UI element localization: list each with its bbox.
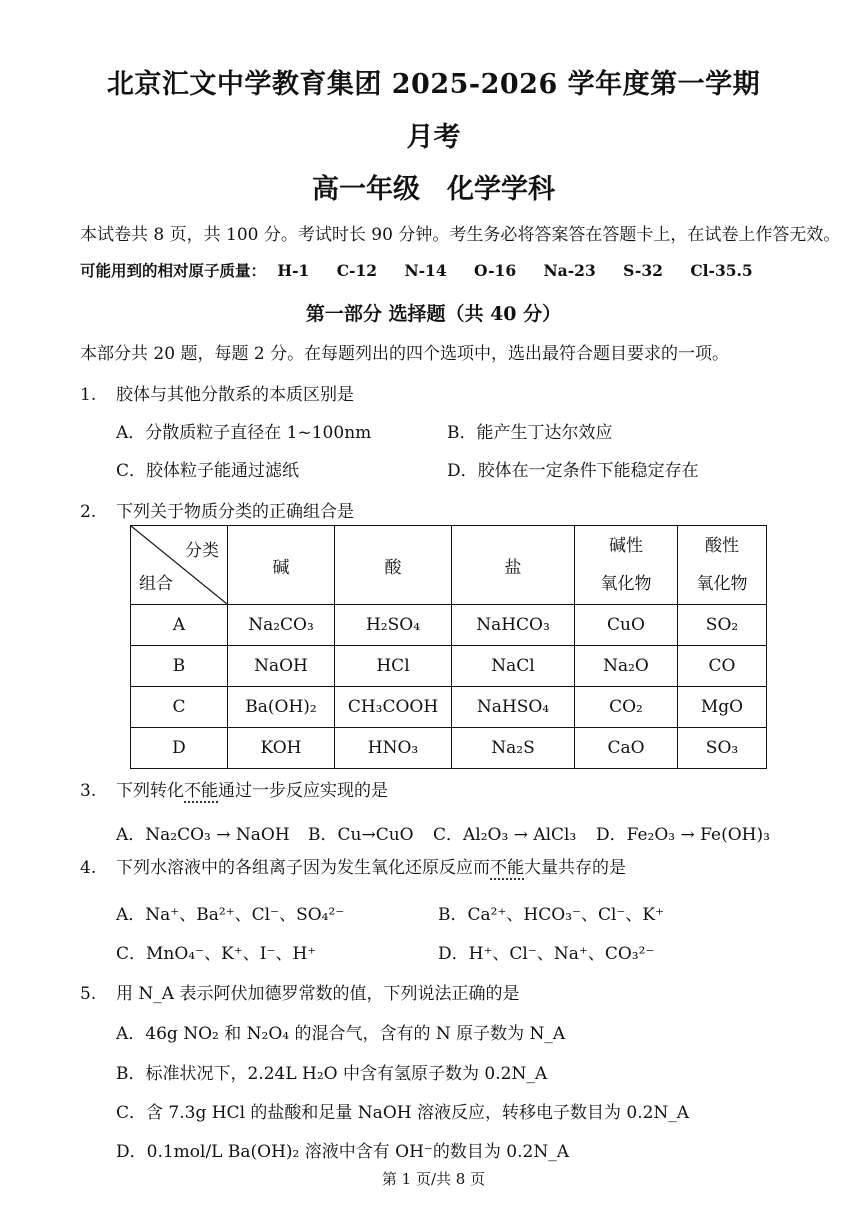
q4-option-b: B．Ca²⁺、HCO₃⁻、Cl⁻、K⁺ — [438, 905, 665, 925]
atomic-mass-item: H-1 — [277, 261, 310, 280]
q4-option-c: C．MnO₄⁻、K⁺、I⁻、H⁺ — [116, 944, 317, 964]
cell-salt: Na₂S — [452, 728, 575, 769]
q1-option-d: D．胶体在一定条件下能稳定存在 — [447, 461, 699, 481]
exam-title: 北京汇文中学教育集团 2025-2026 学年度第一学期 — [106, 69, 761, 100]
q1-option-a: A．分散质粒子直径在 1~100nm — [116, 423, 372, 443]
atomic-mass-item: Na-23 — [543, 261, 596, 280]
q4-option-a: A．Na⁺、Ba²⁺、Cl⁻、SO₄²⁻ — [116, 905, 345, 925]
q5-option-a: A．46g NO₂ 和 N₂O₄ 的混合气，含有的 N 原子数为 N_A — [116, 1024, 566, 1044]
header-group: 组合 — [139, 574, 173, 594]
cell-base: Ba(OH)₂ — [228, 687, 335, 728]
cell-acid: H₂SO₄ — [335, 605, 452, 646]
emphasis-not: 不能 — [184, 781, 218, 801]
header-basic-oxide: 碱性 氧化物 — [575, 526, 678, 605]
atomic-mass-item: C-12 — [336, 261, 378, 280]
question-text: 大量共存的是 — [524, 858, 626, 878]
cell-basic-oxide: Na₂O — [575, 646, 678, 687]
question-number: 2. — [80, 502, 97, 522]
question-3-stem — [80, 776, 388, 801]
question-1-stem — [80, 380, 354, 405]
grade-subject: 高一年级 化学学科 — [312, 174, 555, 205]
q4-option-d: D．H⁺、Cl⁻、Na⁺、CO₃²⁻ — [438, 944, 655, 964]
cell-acidic-oxide: CO — [678, 646, 767, 687]
question-4-stem — [80, 853, 626, 878]
q5-option-b: B．标准状况下，2.24L H₂O 中含有氢原子数为 0.2N_A — [116, 1064, 548, 1084]
row-label: A — [131, 605, 228, 646]
section-title: 第一部分 选择题（共 40 分） — [305, 303, 562, 325]
atomic-mass-item: S-32 — [623, 261, 663, 280]
row-label: C — [131, 687, 228, 728]
exam-instructions: 本试卷共 8 页，共 100 分。考试时长 90 分钟。考生务必将答案答在答题卡上，在试卷上作答无效。 — [80, 225, 841, 245]
table-row — [131, 646, 767, 687]
question-5-stem — [80, 979, 519, 1004]
q1-option-b: B．能产生丁达尔效应 — [447, 423, 613, 443]
table-diagonal-header — [131, 526, 228, 605]
q3-option-d: D．Fe₂O₃ → Fe(OH)₃ — [596, 825, 770, 845]
cell-acidic-oxide: SO₂ — [678, 605, 767, 646]
question-text: 通过一步反应实现的是 — [218, 781, 388, 801]
header-category: 分类 — [185, 541, 219, 561]
cell-acidic-oxide: SO₃ — [678, 728, 767, 769]
question-number: 4. — [80, 858, 97, 878]
emphasis-not: 不能 — [490, 858, 524, 878]
exam-subtitle: 月考 — [406, 122, 461, 153]
header-salt: 盐 — [452, 526, 575, 605]
table-row — [131, 605, 767, 646]
atomic-mass-item: O-16 — [474, 261, 517, 280]
cell-salt: NaHSO₄ — [452, 687, 575, 728]
q3-option-b: B．Cu→CuO — [308, 825, 414, 845]
cell-acid: CH₃COOH — [335, 687, 452, 728]
atomic-mass-item: N-14 — [404, 261, 447, 280]
question-number: 5. — [80, 984, 97, 1004]
q5-option-d: D．0.1mol/L Ba(OH)₂ 溶液中含有 OH⁻的数目为 0.2N_A — [116, 1142, 569, 1162]
table-row — [131, 728, 767, 769]
question-text: 胶体与其他分散系的本质区别是 — [116, 385, 354, 405]
cell-salt: NaCl — [452, 646, 575, 687]
cell-base: Na₂CO₃ — [228, 605, 335, 646]
question-text: 下列关于物质分类的正确组合是 — [116, 502, 354, 522]
q1-option-c: C．胶体粒子能通过滤纸 — [116, 461, 300, 481]
row-label: B — [131, 646, 228, 687]
header-acid: 酸 — [335, 526, 452, 605]
atomic-masses — [80, 259, 775, 281]
question-text: 下列水溶液中的各组离子因为发生氧化还原反应而 — [116, 858, 490, 878]
table-row — [131, 687, 767, 728]
cell-basic-oxide: CO₂ — [575, 687, 678, 728]
atomic-masses-label: 可能用到的相对原子质量： — [80, 261, 267, 280]
classification-table — [130, 525, 767, 769]
part-instructions: 本部分共 20 题，每题 2 分。在每题列出的四个选项中，选出最符合题目要求的一项。 — [80, 344, 730, 364]
atomic-mass-item: Cl-35.5 — [690, 261, 753, 280]
header-acidic-oxide: 酸性 氧化物 — [678, 526, 767, 605]
cell-acid: HNO₃ — [335, 728, 452, 769]
cell-base: NaOH — [228, 646, 335, 687]
cell-basic-oxide: CuO — [575, 605, 678, 646]
question-2-stem — [80, 497, 354, 522]
question-text: 下列转化 — [116, 781, 184, 801]
cell-acid: HCl — [335, 646, 452, 687]
header-base: 碱 — [228, 526, 335, 605]
page-footer: 第 1 页/共 8 页 — [381, 1170, 486, 1188]
q3-option-a: A．Na₂CO₃ → NaOH — [116, 825, 290, 845]
cell-acidic-oxide: MgO — [678, 687, 767, 728]
cell-basic-oxide: CaO — [575, 728, 678, 769]
cell-base: KOH — [228, 728, 335, 769]
q5-option-c: C．含 7.3g HCl 的盐酸和足量 NaOH 溶液反应，转移电子数目为 0.2N_A — [116, 1103, 690, 1123]
cell-salt: NaHCO₃ — [452, 605, 575, 646]
question-number: 3. — [80, 781, 97, 801]
row-label: D — [131, 728, 228, 769]
question-text: 用 N_A 表示阿伏加德罗常数的值，下列说法正确的是 — [116, 984, 520, 1004]
q3-option-c: C．Al₂O₃ → AlCl₃ — [433, 825, 577, 845]
question-number: 1. — [80, 385, 97, 405]
